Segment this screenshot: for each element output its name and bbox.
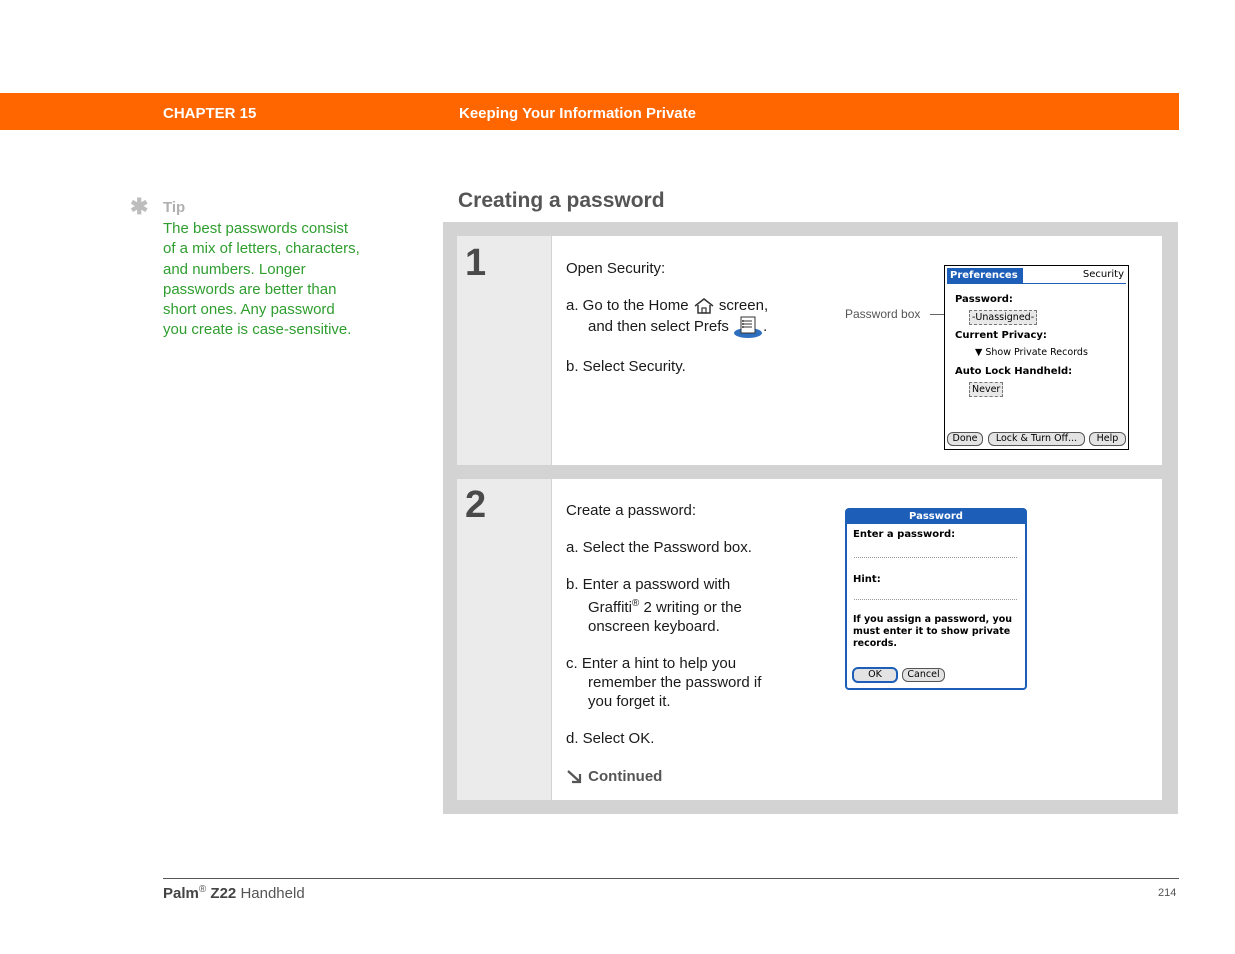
- lock-turn-off-button[interactable]: Lock & Turn Off...: [988, 432, 1085, 446]
- registered-mark: ®: [198, 884, 207, 895]
- continued-indicator: [566, 768, 662, 785]
- password-label: Password:: [955, 294, 1013, 305]
- substep-text: Graffiti: [588, 599, 632, 616]
- security-preferences-screen: [944, 265, 1129, 450]
- substep-text: and then select Prefs: [588, 318, 729, 335]
- substep-text: 2 writing or the: [639, 599, 742, 616]
- step-intro: Open Security:: [566, 260, 666, 277]
- arrow-down-right-icon: [566, 768, 584, 785]
- brand-name: Palm: [163, 885, 199, 902]
- password-box[interactable]: -Unassigned-: [969, 310, 1037, 325]
- privacy-label: Current Privacy:: [955, 330, 1047, 341]
- preferences-tab[interactable]: Preferences: [947, 268, 1023, 283]
- step-intro: Create a password:: [566, 502, 697, 519]
- product-name: Handheld: [240, 885, 305, 902]
- page-number: 214: [1158, 887, 1177, 899]
- help-button[interactable]: Help: [1089, 432, 1126, 446]
- section-title: Creating a password: [458, 189, 665, 212]
- prefs-icon: [733, 318, 763, 335]
- callout-label: Password box: [845, 307, 921, 321]
- hint-label: Hint:: [853, 574, 881, 585]
- tip-label: Tip: [163, 199, 186, 216]
- substep-text: c. Enter a hint to help you: [566, 655, 737, 672]
- privacy-picker[interactable]: [975, 347, 1088, 358]
- substep-text: b. Enter a password with: [566, 576, 731, 593]
- substep-text: a. Go to the Home: [566, 297, 689, 314]
- footer-product: [163, 884, 305, 902]
- registered-mark: ®: [631, 598, 640, 609]
- autolock-field[interactable]: Never: [969, 382, 1003, 397]
- step-number: 1: [465, 242, 487, 284]
- tip-text: The best passwords consist of a mix of letters, characters, and numbers. Longer passwords are better than short ones. Any password you create is case-sensitive.: [163, 220, 360, 339]
- substep-text: b. Select Security.: [566, 358, 686, 376]
- step-1-instructions: [566, 259, 806, 376]
- cancel-button[interactable]: Cancel: [902, 668, 945, 682]
- continued-text: Continued: [588, 768, 663, 785]
- substep-text: you forget it.: [588, 693, 671, 710]
- footer-rule: [163, 878, 1179, 879]
- step-2-instructions: [566, 501, 806, 748]
- triangle-down-icon: ▼: [975, 347, 983, 358]
- substep-text: onscreen keyboard.: [588, 618, 720, 635]
- chapter-title: Keeping Your Information Private: [459, 105, 696, 122]
- password-dialog-screen: [845, 508, 1027, 690]
- substep-text: a. Select the Password box.: [566, 539, 752, 556]
- ok-button[interactable]: OK: [852, 667, 898, 683]
- home-icon: [693, 297, 715, 314]
- hint-entry-line[interactable]: [854, 599, 1017, 600]
- autolock-label: Auto Lock Handheld:: [955, 366, 1073, 377]
- substep-text: screen,: [714, 297, 769, 314]
- chapter-number: CHAPTER 15: [163, 105, 257, 122]
- dialog-title: Password: [847, 510, 1025, 524]
- title-bar: [947, 268, 1126, 284]
- password-entry-line[interactable]: [854, 557, 1017, 558]
- substep-text: .: [763, 318, 768, 335]
- substep-text: remember the password if: [588, 674, 762, 691]
- password-notice: If you assign a password, you must enter it to show private records.: [853, 614, 1013, 649]
- model-name: Z22: [210, 885, 237, 902]
- substep-text: d. Select OK.: [566, 730, 655, 747]
- step-number: 2: [465, 484, 487, 526]
- panel-selector[interactable]: Security: [1082, 269, 1124, 280]
- privacy-value: Show Private Records: [985, 347, 1088, 358]
- enter-password-label: Enter a password:: [853, 529, 956, 540]
- step-2-number-cell: [457, 479, 551, 800]
- asterisk-icon: ✱: [130, 194, 149, 219]
- done-button[interactable]: Done: [947, 432, 983, 446]
